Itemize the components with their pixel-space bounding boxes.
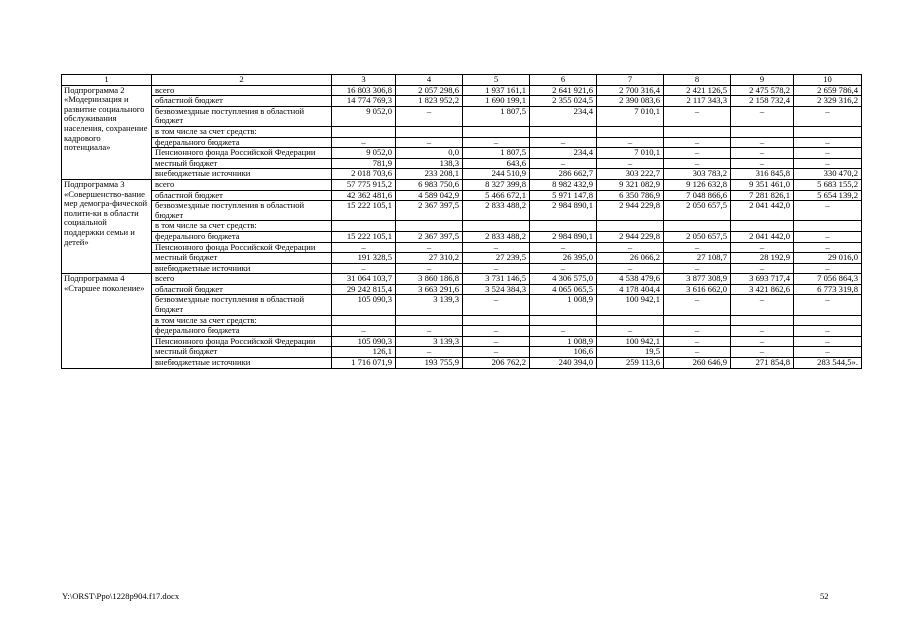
value-cell: 2 057 298,6 — [396, 85, 463, 96]
value-cell: 234,4 — [530, 106, 597, 126]
value-cell — [794, 126, 862, 137]
value-cell: 4 589 042,9 — [396, 190, 463, 201]
value-cell: – — [794, 263, 862, 274]
value-cell: 2 833 488,2 — [463, 201, 530, 221]
value-cell: – — [530, 158, 597, 169]
category-cell: Пенсионного фонда Российской Федерации — [152, 336, 332, 347]
value-cell: 1 807,5 — [463, 148, 530, 159]
value-cell: 4 306 575,0 — [530, 274, 597, 285]
value-cell: 2 641 921,6 — [530, 85, 597, 96]
value-cell: 2 329 316,2 — [794, 96, 862, 107]
value-cell: 4 178 404,4 — [597, 284, 664, 295]
value-cell: 5 466 672,1 — [463, 190, 530, 201]
value-cell: 9 126 632,8 — [664, 179, 731, 190]
value-cell: 4 065 065,5 — [530, 284, 597, 295]
value-cell — [332, 315, 396, 326]
value-cell: 233 208,1 — [396, 169, 463, 180]
value-cell: – — [794, 336, 862, 347]
value-cell: 2 041 442,0 — [731, 201, 794, 221]
value-cell — [597, 221, 664, 232]
value-cell: 6 350 786,9 — [597, 190, 664, 201]
category-cell: федерального бюджета — [152, 231, 332, 242]
value-cell — [463, 126, 530, 137]
value-cell: – — [731, 148, 794, 159]
value-cell: 2 018 703,6 — [332, 169, 396, 180]
header-cell: 1 — [62, 75, 152, 86]
value-cell: – — [597, 326, 664, 337]
value-cell: 2 367 397,5 — [396, 201, 463, 221]
table-row — [62, 231, 862, 242]
value-cell: – — [597, 158, 664, 169]
value-cell: 29 242 815,4 — [332, 284, 396, 295]
header-cell: 8 — [664, 75, 731, 86]
value-cell: – — [530, 242, 597, 253]
value-cell — [463, 221, 530, 232]
value-cell: 3 616 662,0 — [664, 284, 731, 295]
value-cell: 2 117 343,3 — [664, 96, 731, 107]
table-row — [62, 347, 862, 358]
value-cell: – — [597, 263, 664, 274]
value-cell: 3 139,3 — [396, 295, 463, 315]
value-cell: 3 663 291,6 — [396, 284, 463, 295]
value-cell: 316 845,8 — [731, 169, 794, 180]
value-cell: 15 222 105,1 — [332, 231, 396, 242]
value-cell — [396, 221, 463, 232]
value-cell: – — [396, 347, 463, 358]
value-cell: 100 942,1 — [597, 295, 664, 315]
file-path: Y:\ORST\Ppo\1228p904.f17.docx — [62, 591, 180, 601]
table-row — [62, 253, 862, 264]
table-row — [62, 274, 862, 285]
budget-table — [61, 74, 862, 369]
header-cell: 3 — [332, 75, 396, 86]
value-cell: 126,1 — [332, 347, 396, 358]
value-cell: 244 510,9 — [463, 169, 530, 180]
header-cell: 7 — [597, 75, 664, 86]
value-cell — [332, 126, 396, 137]
value-cell — [530, 315, 597, 326]
category-cell: всего — [152, 85, 332, 96]
value-cell — [794, 221, 862, 232]
value-cell: 7 281 826,1 — [731, 190, 794, 201]
value-cell: 5 971 147,8 — [530, 190, 597, 201]
value-cell: 9 052,0 — [332, 148, 396, 159]
value-cell: 271 854,8 — [731, 358, 794, 369]
value-cell: 1 823 952,2 — [396, 96, 463, 107]
table-row — [62, 201, 862, 221]
value-cell: 5 654 139,2 — [794, 190, 862, 201]
value-cell — [332, 221, 396, 232]
category-cell: в том числе за счет средств: — [152, 221, 332, 232]
value-cell: 3 139,3 — [396, 336, 463, 347]
value-cell — [731, 126, 794, 137]
value-cell: – — [731, 242, 794, 253]
table-row — [62, 179, 862, 190]
value-cell: – — [463, 336, 530, 347]
value-cell: 31 064 103,7 — [332, 274, 396, 285]
value-cell: 2 700 316,4 — [597, 85, 664, 96]
value-cell: 303 222,7 — [597, 169, 664, 180]
value-cell: 2 833 488,2 — [463, 231, 530, 242]
value-cell: 303 783,2 — [664, 169, 731, 180]
value-cell: 29 016,0 — [794, 253, 862, 264]
value-cell: 6 773 319,8 — [794, 284, 862, 295]
value-cell: 330 470,2 — [794, 169, 862, 180]
value-cell — [664, 315, 731, 326]
table-row — [62, 169, 862, 180]
value-cell: 259 113,6 — [597, 358, 664, 369]
value-cell: 26 395,0 — [530, 253, 597, 264]
value-cell: 27 239,5 — [463, 253, 530, 264]
program-name-cell: Подпрограмма 4 «Старшее поколение» — [62, 274, 152, 368]
value-cell: 16 803 306,8 — [332, 85, 396, 96]
table-row — [62, 137, 862, 148]
value-cell: 28 192,9 — [731, 253, 794, 264]
table-header-row — [62, 75, 862, 86]
value-cell: 7 048 866,6 — [664, 190, 731, 201]
value-cell: 42 362 481,6 — [332, 190, 396, 201]
value-cell: 3 731 146,5 — [463, 274, 530, 285]
value-cell: 2 984 890,1 — [530, 231, 597, 242]
value-cell: – — [664, 336, 731, 347]
category-cell: федерального бюджета — [152, 137, 332, 148]
value-cell: – — [731, 263, 794, 274]
value-cell: – — [794, 106, 862, 126]
value-cell: 138,3 — [396, 158, 463, 169]
value-cell: 1 716 071,9 — [332, 358, 396, 369]
category-cell: областной бюджет — [152, 96, 332, 107]
table-row — [62, 295, 862, 315]
value-cell — [731, 221, 794, 232]
value-cell: 240 394,0 — [530, 358, 597, 369]
value-cell — [396, 126, 463, 137]
value-cell: 2 050 657,5 — [664, 231, 731, 242]
value-cell: 2 421 126,5 — [664, 85, 731, 96]
category-cell: областной бюджет — [152, 284, 332, 295]
category-cell: внебюджетные источники — [152, 263, 332, 274]
value-cell — [396, 315, 463, 326]
value-cell: – — [731, 137, 794, 148]
value-cell: 191 328,5 — [332, 253, 396, 264]
value-cell — [530, 221, 597, 232]
value-cell: 6 983 750,6 — [396, 179, 463, 190]
value-cell: – — [794, 137, 862, 148]
value-cell: – — [332, 137, 396, 148]
value-cell: 8 982 432,9 — [530, 179, 597, 190]
program-name-cell: Подпрограмма 2 «Модернизация и развитие социального обслуживания населения, сохранение кадрового потенциала» — [62, 85, 152, 179]
value-cell: – — [463, 347, 530, 358]
value-cell: 100 942,1 — [597, 336, 664, 347]
value-cell: – — [664, 295, 731, 315]
value-cell: 5 683 155,2 — [794, 179, 862, 190]
value-cell: 286 662,7 — [530, 169, 597, 180]
category-cell: местный бюджет — [152, 347, 332, 358]
value-cell: 2 158 732,4 — [731, 96, 794, 107]
table-row — [62, 190, 862, 201]
value-cell: 105 090,3 — [332, 336, 396, 347]
value-cell: 1 937 161,1 — [463, 85, 530, 96]
value-cell: 14 774 769,3 — [332, 96, 396, 107]
header-cell: 4 — [396, 75, 463, 86]
value-cell: – — [794, 231, 862, 242]
table-row — [62, 221, 862, 232]
table-row — [62, 85, 862, 96]
value-cell: 2 367 397,5 — [396, 231, 463, 242]
value-cell: 26 066,2 — [597, 253, 664, 264]
value-cell — [794, 315, 862, 326]
category-cell: всего — [152, 179, 332, 190]
value-cell: – — [794, 242, 862, 253]
value-cell: 1 807,5 — [463, 106, 530, 126]
category-cell: федерального бюджета — [152, 326, 332, 337]
value-cell: – — [463, 263, 530, 274]
value-cell: 643,6 — [463, 158, 530, 169]
value-cell: – — [396, 137, 463, 148]
value-cell: 0,0 — [396, 148, 463, 159]
value-cell: 3 524 384,3 — [463, 284, 530, 295]
value-cell: 260 646,9 — [664, 358, 731, 369]
value-cell: – — [463, 295, 530, 315]
value-cell — [597, 126, 664, 137]
value-cell: 19,5 — [597, 347, 664, 358]
value-cell: – — [396, 106, 463, 126]
value-cell: 7 056 864,3 — [794, 274, 862, 285]
value-cell: 2 355 024,5 — [530, 96, 597, 107]
category-cell: внебюджетные источники — [152, 169, 332, 180]
value-cell: 2 944 229,8 — [597, 231, 664, 242]
value-cell: 2 475 578,2 — [731, 85, 794, 96]
value-cell: – — [664, 148, 731, 159]
value-cell: 9 321 082,9 — [597, 179, 664, 190]
value-cell: 206 762,2 — [463, 358, 530, 369]
table-row — [62, 126, 862, 137]
value-cell: 3 693 717,4 — [731, 274, 794, 285]
value-cell: – — [731, 106, 794, 126]
value-cell: 9 351 461,0 — [731, 179, 794, 190]
value-cell: 106,6 — [530, 347, 597, 358]
value-cell — [664, 126, 731, 137]
value-cell: – — [794, 201, 862, 221]
table-row — [62, 326, 862, 337]
value-cell: – — [664, 347, 731, 358]
value-cell: 2 984 890,1 — [530, 201, 597, 221]
value-cell: 1 008,9 — [530, 336, 597, 347]
value-cell: 27 108,7 — [664, 253, 731, 264]
category-cell: в том числе за счет средств: — [152, 315, 332, 326]
value-cell: – — [530, 263, 597, 274]
value-cell: – — [664, 106, 731, 126]
value-cell: – — [396, 326, 463, 337]
value-cell: 4 538 479,6 — [597, 274, 664, 285]
value-cell: – — [332, 242, 396, 253]
value-cell: 2 050 657,5 — [664, 201, 731, 221]
program-name-cell: Подпрограмма 3 «Совершенство-вание мер демогра-фической полити-ки в области социальной поддержки семьи и детей» — [62, 179, 152, 273]
value-cell — [731, 315, 794, 326]
value-cell: – — [463, 242, 530, 253]
value-cell: – — [664, 158, 731, 169]
value-cell: 283 544,5». — [794, 358, 862, 369]
value-cell: – — [664, 137, 731, 148]
value-cell: – — [664, 326, 731, 337]
value-cell: – — [794, 158, 862, 169]
value-cell: 8 327 399,8 — [463, 179, 530, 190]
value-cell: – — [332, 263, 396, 274]
value-cell: – — [332, 326, 396, 337]
header-cell: 5 — [463, 75, 530, 86]
value-cell: – — [794, 148, 862, 159]
value-cell: – — [463, 326, 530, 337]
category-cell: безвозмездные поступления в областной бюджет — [152, 106, 332, 126]
value-cell — [664, 221, 731, 232]
category-cell: местный бюджет — [152, 158, 332, 169]
category-cell: Пенсионного фонда Российской Федерации — [152, 148, 332, 159]
value-cell: – — [597, 242, 664, 253]
value-cell: – — [530, 326, 597, 337]
table-row — [62, 96, 862, 107]
value-cell: – — [731, 326, 794, 337]
header-cell: 10 — [794, 75, 862, 86]
value-cell: – — [731, 347, 794, 358]
value-cell: – — [463, 137, 530, 148]
value-cell: 1 008,9 — [530, 295, 597, 315]
value-cell: 1 690 199,1 — [463, 96, 530, 107]
value-cell: – — [794, 295, 862, 315]
value-cell: 3 421 862,6 — [731, 284, 794, 295]
table-row — [62, 158, 862, 169]
category-cell: всего — [152, 274, 332, 285]
value-cell: 9 052,0 — [332, 106, 396, 126]
value-cell: – — [794, 347, 862, 358]
value-cell: 7 010,1 — [597, 106, 664, 126]
header-cell: 6 — [530, 75, 597, 86]
page-number: 52 — [820, 591, 829, 601]
value-cell: 27 310,2 — [396, 253, 463, 264]
category-cell: Пенсионного фонда Российской Федерации — [152, 242, 332, 253]
value-cell: 15 222 105,1 — [332, 201, 396, 221]
value-cell: 193 755,9 — [396, 358, 463, 369]
table-row — [62, 336, 862, 347]
value-cell: 2 041 442,0 — [731, 231, 794, 242]
value-cell — [530, 126, 597, 137]
value-cell: 2 390 083,6 — [597, 96, 664, 107]
value-cell: 2 659 786,4 — [794, 85, 862, 96]
table-row — [62, 263, 862, 274]
value-cell: – — [664, 263, 731, 274]
value-cell: – — [731, 336, 794, 347]
value-cell: – — [530, 137, 597, 148]
category-cell: в том числе за счет средств: — [152, 126, 332, 137]
value-cell: 57 775 915,2 — [332, 179, 396, 190]
table-row — [62, 315, 862, 326]
value-cell: 2 944 229,8 — [597, 201, 664, 221]
value-cell: – — [396, 263, 463, 274]
value-cell: 234,4 — [530, 148, 597, 159]
header-cell: 9 — [731, 75, 794, 86]
value-cell: – — [396, 242, 463, 253]
table-row — [62, 148, 862, 159]
value-cell: – — [664, 242, 731, 253]
value-cell: 7 010,1 — [597, 148, 664, 159]
value-cell — [597, 315, 664, 326]
category-cell: областной бюджет — [152, 190, 332, 201]
header-cell: 2 — [152, 75, 332, 86]
category-cell: местный бюджет — [152, 253, 332, 264]
value-cell: 781,9 — [332, 158, 396, 169]
category-cell: безвозмездные поступления в областной бюджет — [152, 201, 332, 221]
value-cell: 3 860 186,8 — [396, 274, 463, 285]
value-cell: 3 877 308,9 — [664, 274, 731, 285]
value-cell: – — [731, 158, 794, 169]
table-row — [62, 284, 862, 295]
value-cell: – — [794, 326, 862, 337]
value-cell: – — [597, 137, 664, 148]
value-cell: – — [731, 295, 794, 315]
table-row — [62, 242, 862, 253]
category-cell: безвозмездные поступления в областной бюджет — [152, 295, 332, 315]
table-row — [62, 358, 862, 369]
table-row — [62, 106, 862, 126]
value-cell — [463, 315, 530, 326]
category-cell: внебюджетные источники — [152, 358, 332, 369]
value-cell: 105 090,3 — [332, 295, 396, 315]
